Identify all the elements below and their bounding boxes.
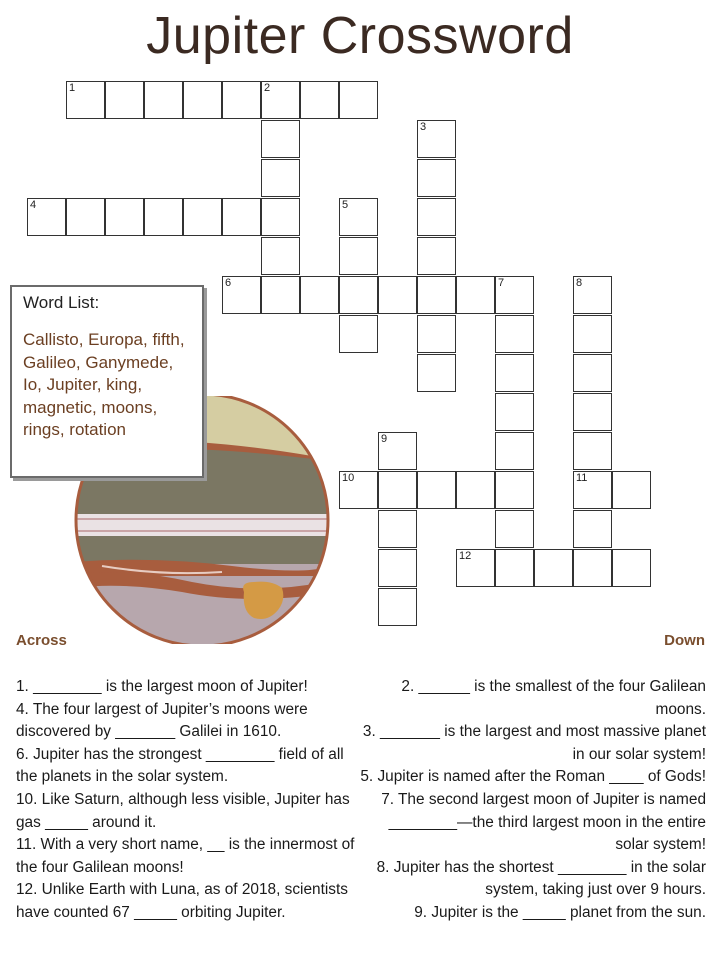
down-clue-9: 9. Jupiter is the _____ planet from the sun. (414, 903, 706, 921)
clue-number: 3 (420, 121, 427, 133)
clue-number: 7 (498, 277, 505, 289)
grid-cell-1[interactable] (66, 81, 105, 119)
grid-cell[interactable] (573, 354, 612, 392)
grid-cell[interactable] (612, 471, 651, 509)
grid-cell[interactable] (573, 510, 612, 548)
grid-cell-10[interactable] (339, 471, 378, 509)
across-clue-1: 1. ________ is the largest moon of Jupiter! (16, 678, 308, 695)
across-clue-10: 10. Like Saturn, although less visible, Jupiter has gas _____ around it. (16, 790, 350, 831)
across-clue-6: 6. Jupiter has the strongest ________ field of all the planets in the solar system. (16, 745, 344, 786)
grid-cell[interactable] (573, 315, 612, 353)
across-clues (16, 676, 362, 925)
grid-cell[interactable] (261, 120, 300, 158)
grid-cell-5[interactable] (339, 198, 378, 236)
grid-cell[interactable] (378, 588, 417, 626)
clue-number: 1 (69, 82, 76, 94)
grid-cell[interactable] (495, 510, 534, 548)
down-clue-8: 8. Jupiter has the shortest ________ in the solar system, taking just over 9 hours. (376, 858, 706, 899)
grid-cell-11[interactable] (573, 471, 612, 509)
grid-cell[interactable] (417, 276, 456, 314)
grid-cell[interactable] (417, 237, 456, 275)
across-clue-4: 4. The four largest of Jupiter’s moons were discovered by _______ Galilei in 1610. (16, 700, 308, 741)
grid-cell[interactable] (417, 471, 456, 509)
clue-number: 8 (576, 277, 583, 289)
clue-number: 12 (459, 550, 472, 562)
grid-cell-9[interactable] (378, 432, 417, 470)
clue-number: 4 (30, 199, 37, 211)
grid-cell[interactable] (144, 198, 183, 236)
down-clues (360, 676, 706, 925)
grid-cell[interactable] (495, 432, 534, 470)
across-clue-11: 11. With a very short name, __ is the innermost of the four Galilean moons! (16, 836, 355, 876)
across-clue-12: 12. Unlike Earth with Luna, as of 2018, scientists have counted 67 _____ orbiting Jupiter. (16, 881, 348, 921)
grid-cell[interactable] (339, 276, 378, 314)
grid-cell[interactable] (300, 81, 339, 119)
grid-cell[interactable] (417, 315, 456, 353)
page-title: Jupiter Crossword (146, 7, 574, 65)
clue-number: 11 (576, 472, 588, 484)
grid-cell[interactable] (456, 276, 495, 314)
grid-cell[interactable] (300, 276, 339, 314)
grid-cell[interactable] (573, 432, 612, 470)
clue-number: 5 (342, 199, 349, 211)
grid-cell[interactable] (417, 354, 456, 392)
clue-number: 10 (342, 472, 355, 484)
across-heading: Across (16, 632, 67, 649)
grid-cell[interactable] (261, 237, 300, 275)
grid-cell[interactable] (417, 198, 456, 236)
down-clue-7: 7. The second largest moon of Jupiter is named ________—the third largest moon in the entire solar system! (381, 790, 706, 854)
grid-cell-12[interactable] (456, 549, 495, 587)
clue-number: 9 (381, 433, 388, 445)
grid-cell-4[interactable] (27, 198, 66, 236)
grid-cell[interactable] (222, 198, 261, 236)
word-list-words: Callisto, Europa, fifth, Galileo, Ganymede, Io, Jupiter, king, magnetic, moons, rings, rotation (23, 330, 185, 440)
grid-cell[interactable] (378, 549, 417, 587)
grid-cell-3[interactable] (417, 120, 456, 158)
grid-cell[interactable] (144, 81, 183, 119)
grid-cell[interactable] (105, 198, 144, 236)
down-clue-5: 5. Jupiter is named after the Roman ____ of Gods! (360, 768, 706, 786)
grid-cell[interactable] (339, 315, 378, 353)
grid-cell-7[interactable] (495, 276, 534, 314)
grid-cell[interactable] (183, 198, 222, 236)
clue-number: 2 (264, 82, 271, 94)
grid-cell[interactable] (339, 237, 378, 275)
grid-cell-8[interactable] (573, 276, 612, 314)
grid-cell[interactable] (222, 81, 261, 119)
grid-cell[interactable] (495, 549, 534, 587)
grid-cell[interactable] (183, 81, 222, 119)
grid-cell[interactable] (378, 276, 417, 314)
down-clue-3: 3. _______ is the largest and most massive planet in our solar system! (362, 723, 706, 763)
down-clue-2: 2. ______ is the smallest of the four Galilean moons. (401, 678, 706, 718)
grid-cell[interactable] (378, 510, 417, 548)
grid-cell[interactable] (105, 81, 144, 119)
grid-cell[interactable] (261, 276, 300, 314)
grid-cell-6[interactable] (222, 276, 261, 314)
word-list-box (10, 285, 204, 478)
grid-cell[interactable] (261, 159, 300, 197)
word-list-heading: Word List: (23, 293, 100, 312)
grid-cell[interactable] (66, 198, 105, 236)
grid-cell[interactable] (612, 549, 651, 587)
grid-cell[interactable] (339, 81, 378, 119)
grid-cell[interactable] (495, 315, 534, 353)
grid-cell[interactable] (573, 549, 612, 587)
clue-number: 6 (225, 277, 232, 289)
grid-cell[interactable] (378, 471, 417, 509)
grid-cell[interactable] (417, 159, 456, 197)
grid-cell[interactable] (573, 393, 612, 431)
grid-cell-2[interactable] (261, 81, 300, 119)
grid-cell[interactable] (495, 393, 534, 431)
grid-cell[interactable] (534, 549, 573, 587)
grid-cell[interactable] (456, 471, 495, 509)
down-heading: Down (664, 632, 705, 649)
grid-cell[interactable] (495, 471, 534, 509)
grid-cell[interactable] (495, 354, 534, 392)
grid-cell[interactable] (261, 198, 300, 236)
